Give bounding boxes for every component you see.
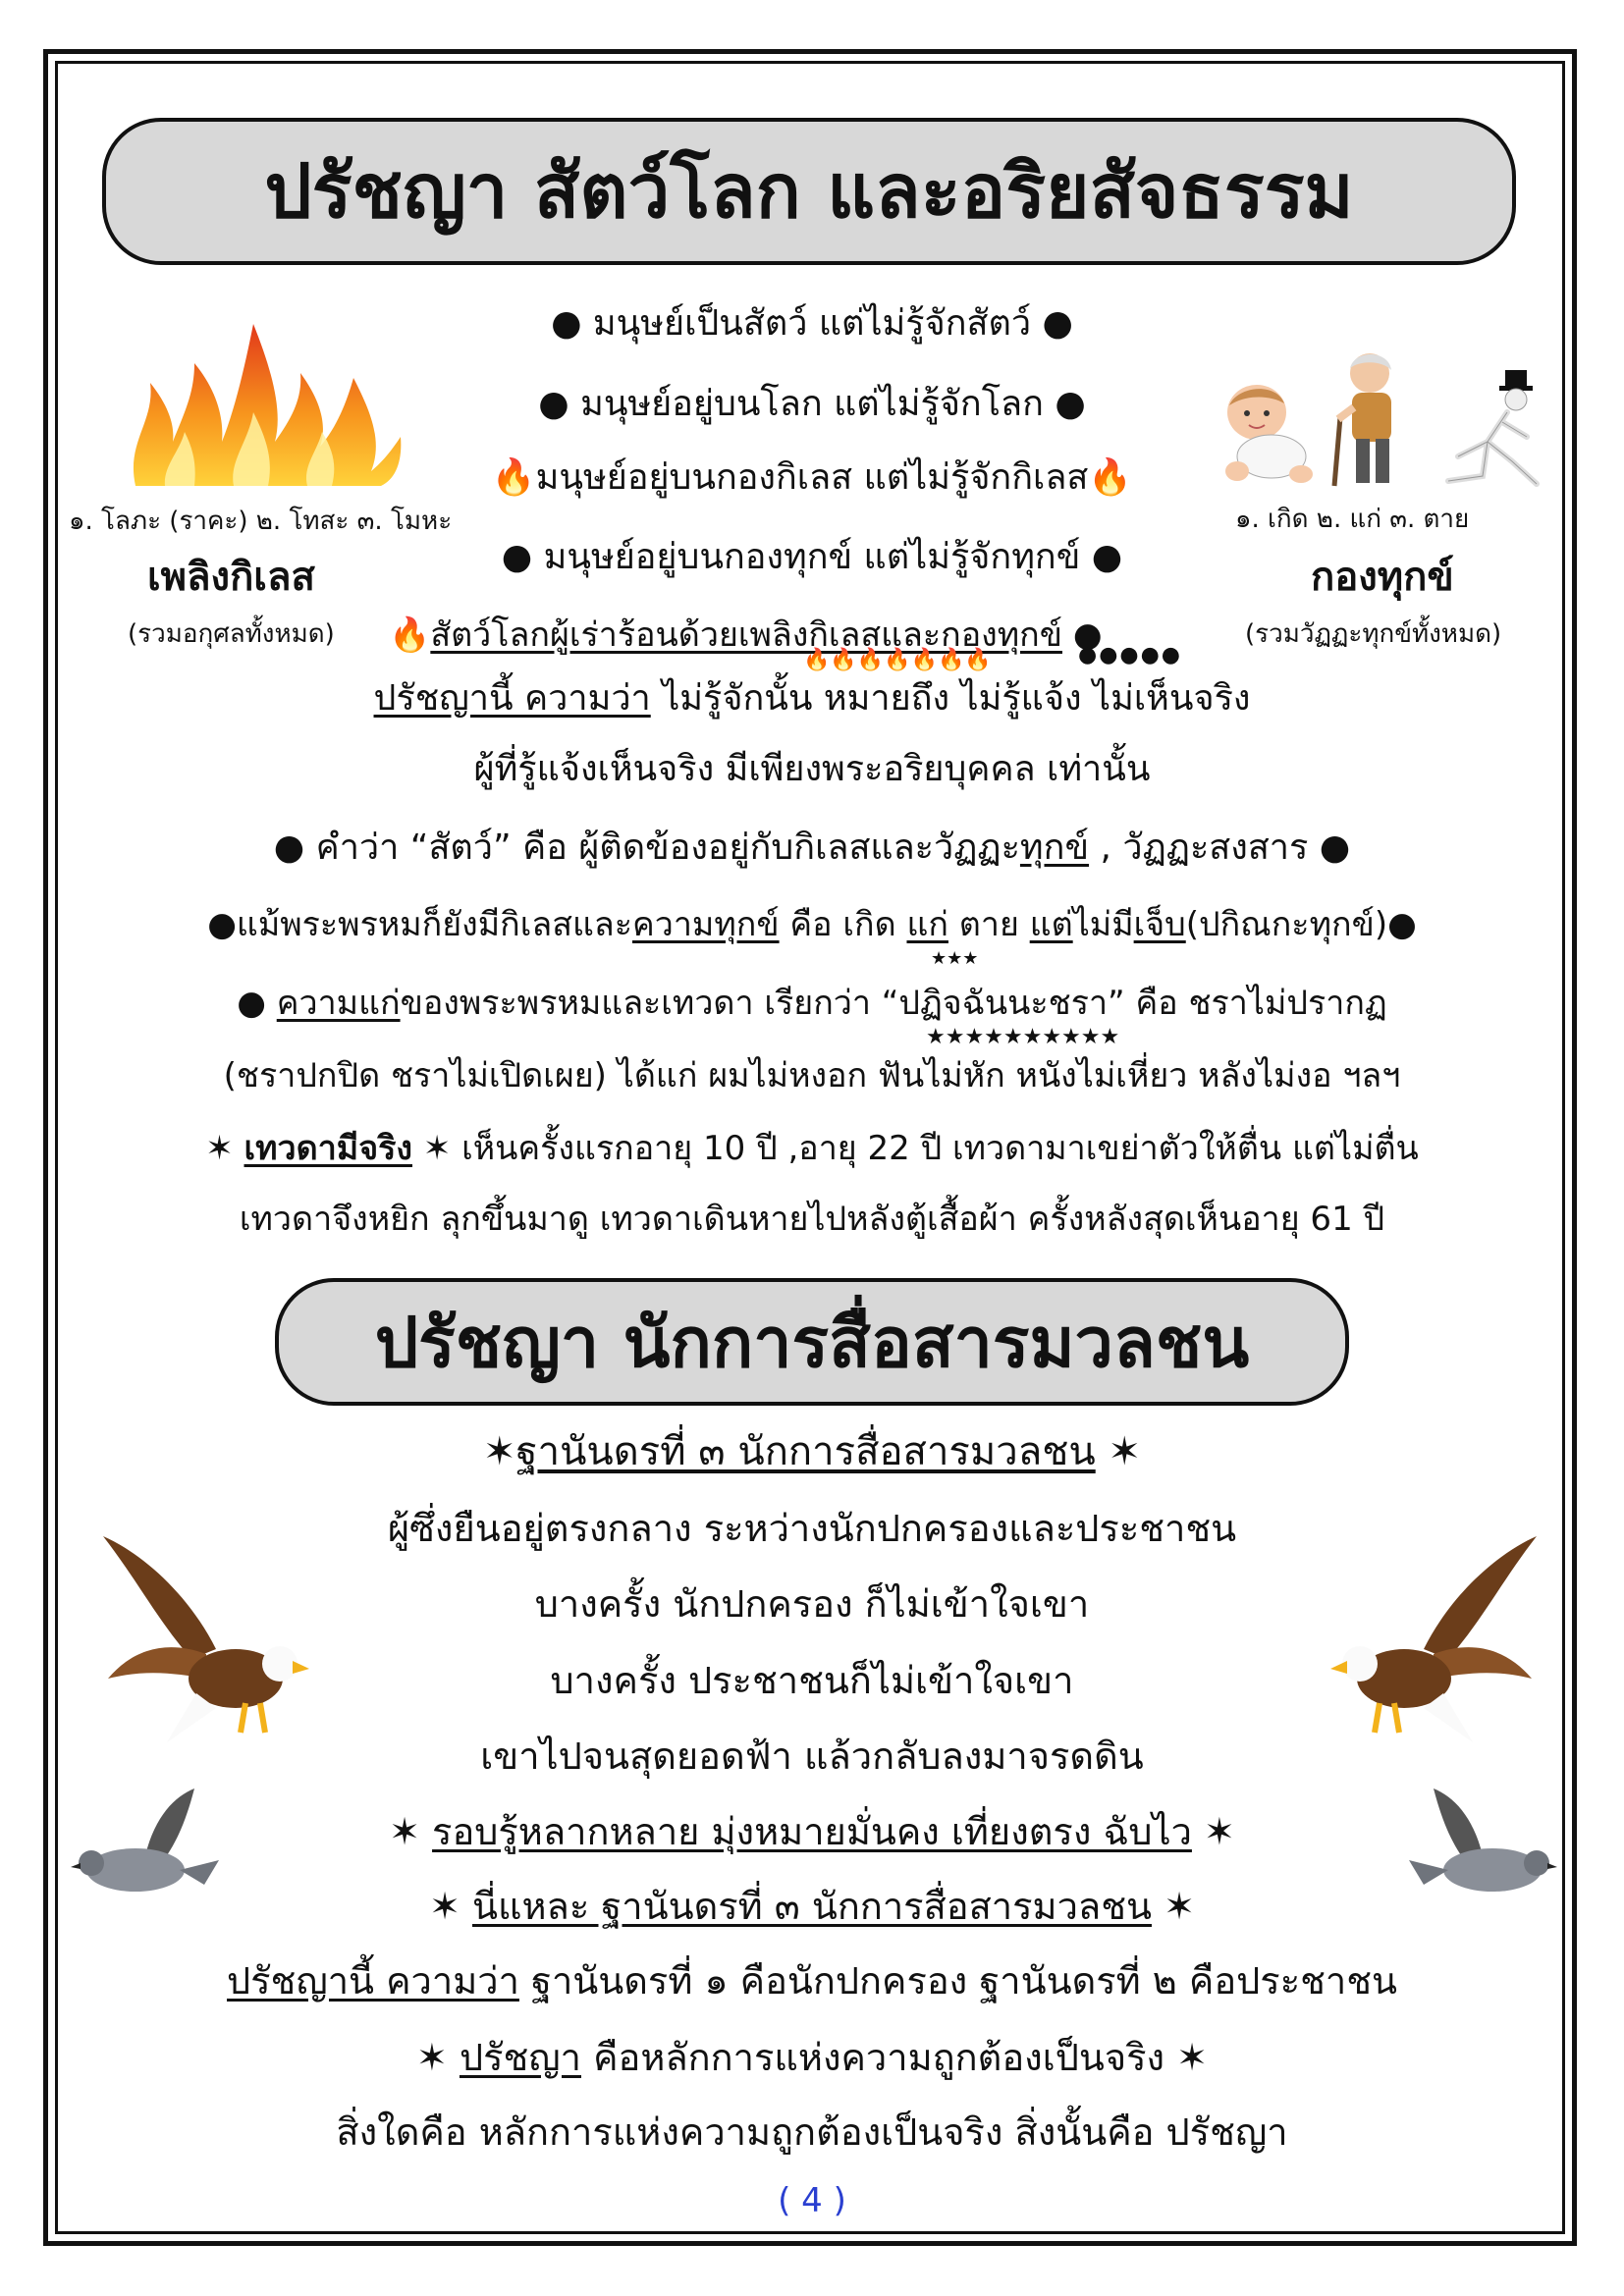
motto: รอบรู้หลากหลาย มุ่งหมายมั่นคง เที่ยงตรง ฉับไว (432, 1810, 1192, 1853)
brahma-c: คือ เกิด (779, 905, 907, 944)
motto-line (0, 1810, 1624, 1855)
sky-line: เขาไปจนสุดยอดฟ้า แล้วกลับลงมาจรดดิน (480, 1735, 1144, 1778)
brahma-d: แก่ (906, 905, 948, 944)
brahma-a: ●แม้พระพรหมก็ยังมีกิเลสและ (207, 905, 632, 944)
suffering-list: ๑. เกิด ๒. แก่ ๓. ตาย (1235, 505, 1470, 534)
aging-c: ของพระพรหมและเทวดา เรียกว่า “ปฏิจฉันนะชรา” คือ ชราไม่ปรากฏ (400, 984, 1387, 1023)
aging-a: ● (237, 984, 277, 1023)
deity-line (0, 1129, 1624, 1169)
meaning-label-2: ปรัชญานี้ ความว่า (227, 1959, 519, 2002)
last-line: สิ่งใดคือ หลักการแห่งความถูกต้องเป็นจริง สิ่งนั้นคือ ปรัชญา (336, 2110, 1288, 2154)
brahma-h: เจ็บ (1133, 905, 1186, 944)
brahma-e: ตาย (947, 905, 1030, 944)
flame-line-text: สัตว์โลกผู้เร่าร้อนด้วยเพลิงกิเลสและกองทุกข์ (430, 615, 1062, 655)
line-human-animal: ● มนุษย์เป็นสัตว์ แต่ไม่รู้จักสัตว์ ● (551, 303, 1073, 344)
section1-title: ปรัชญา สัตว์โลก และอริยสัจธรรม (102, 118, 1516, 265)
pigeon-icon (1404, 1787, 1561, 1914)
star-icon: ✶ (422, 1129, 452, 1168)
satva-text-c: , วัฏฏะสงสาร ● (1089, 828, 1351, 868)
eagle-icon (1306, 1531, 1542, 1757)
meaning-label: ปรัชญานี้ ความว่า (373, 678, 651, 719)
brahma-f: แต่ (1029, 905, 1073, 944)
here-text: นี่แหละ ฐานันดรที่ ๓ นักการสื่อสารมวลชน (472, 1885, 1152, 1928)
star-icon: ✶ (483, 1429, 516, 1474)
philosophy-label: ปรัชญา (459, 2036, 581, 2079)
subtitle: ฐานันดรที่ ๓ นักการสื่อสารมวลชน (515, 1429, 1096, 1474)
deity-text: เห็นครั้งแรกอายุ 10 ปี ,อายุ 22 ปี เทวดามาเขย่าตัวให้ตื่น แต่ไม่ตื่น (451, 1129, 1419, 1168)
stars-row: ★★★★★★★★★★ (926, 1025, 1120, 1049)
line-human-world: ● มนุษย์อยู่บนโลก แต่ไม่รู้จักโลก ● (538, 384, 1086, 424)
satva-text-b: ทุกข์ (1019, 828, 1090, 868)
deity-label: เทวดามีจริง (244, 1129, 412, 1168)
star-icon: ✶ (1176, 2036, 1208, 2079)
section2-title: ปรัชญา นักการสื่อสารมวลชน (275, 1278, 1349, 1406)
defilement-list: ๑. โลภะ (ราคะ) ๒. โทสะ ๓. โมหะ (69, 507, 453, 536)
philosophy-text: คือหลักการแห่งความถูกต้องเป็นจริง (581, 2036, 1177, 2079)
brahma-b: ความทุกข์ (632, 905, 780, 944)
defilement-heading: เพลิงกิเลส (147, 555, 315, 600)
meaning-text: ไม่รู้จักนั้น หมายถึง ไม่รู้แจ้ง ไม่เห็นจริง (650, 678, 1251, 719)
suffering-heading: กองทุกข์ (1311, 555, 1454, 600)
page-number: ( 4 ) (778, 2181, 846, 2220)
philosophy-line (0, 2036, 1624, 2081)
aging-line (0, 984, 1624, 1024)
star-icon: ✶ (1108, 1429, 1141, 1474)
meaning-text-2: ฐานันดรที่ ๑ คือนักปกครอง ฐานันดรที่ ๒ คือประชาชน (518, 1959, 1397, 2002)
brahma-g: ไม่มี (1072, 905, 1134, 944)
star-icon: ✶ (1204, 1810, 1235, 1853)
stars-small: ★★★ (931, 948, 979, 969)
middle-line: ผู้ซึ่งยืนอยู่ตรงกลาง ระหว่างนักปกครองและประชาชน (387, 1507, 1237, 1550)
star-icon: ✶ (205, 1129, 234, 1168)
fire-icon: 🔥 (389, 615, 431, 655)
deity-line-2: เทวดาจึงหยิก ลุกขึ้นมาดู เทวดาเดินหายไปหลังตู้เสื้อผ้า ครั้งหลังสุดเห็นอายุ 61 ปี (239, 1200, 1385, 1239)
satva-line (0, 827, 1624, 869)
brahma-i: (ปกิณกะทุกข์)● (1185, 905, 1417, 944)
eagle-icon (98, 1531, 334, 1757)
dot-marks: ●●●●● (1078, 643, 1182, 667)
defilement-note: (รวมอกุศลทั้งหมด) (128, 619, 335, 649)
star-icon: ✶ (429, 1885, 460, 1928)
aging-line-2: (ชราปกปิด ชราไม่เปิดเผย) ได้แก่ ผมไม่หงอก ฟันไม่หัก หนังไม่เหี่ยว หลังไม่งอ ฯลฯ (223, 1056, 1401, 1095)
line-human-defilement: 🔥มนุษย์อยู่บนกองกิเลส แต่ไม่รู้จักกิเลส🔥 (491, 457, 1133, 498)
here-line (0, 1885, 1624, 1930)
flame-line (389, 608, 1102, 661)
noble-line: ผู้ที่รู้แจ้งเห็นจริง มีเพียงพระอริยบุคคล เท่านั้น (473, 749, 1151, 789)
star-icon: ✶ (416, 2036, 448, 2079)
star-icon: ✶ (389, 1810, 420, 1853)
satva-text-a: ● คำว่า “สัตว์” คือ ผู้ติดข้องอยู่กับกิเลสและวัฏฏะ (273, 828, 1020, 868)
aging-b: ความแก่ (276, 984, 401, 1023)
people-line: บางครั้ง ประชาชนก็ไม่เข้าใจเขา (550, 1659, 1074, 1702)
bullet-icon: ● (1072, 615, 1103, 655)
star-icon: ✶ (1164, 1885, 1195, 1928)
meaning-line-2 (0, 1959, 1624, 2004)
brahma-line (0, 905, 1624, 945)
meaning-line (0, 677, 1624, 720)
pigeon-icon (67, 1787, 224, 1914)
suffering-note: (รวมวัฏฏะทุกข์ทั้งหมด) (1245, 619, 1502, 649)
flame-marks: 🔥🔥🔥🔥🔥🔥🔥 (803, 648, 992, 672)
subtitle-line (0, 1428, 1624, 1475)
line-human-suffering: ● มนุษย์อยู่บนกองทุกข์ แต่ไม่รู้จักทุกข์ ● (501, 537, 1123, 577)
rulers-line: บางครั้ง นักปกครอง ก็ไม่เข้าใจเขา (534, 1582, 1090, 1626)
